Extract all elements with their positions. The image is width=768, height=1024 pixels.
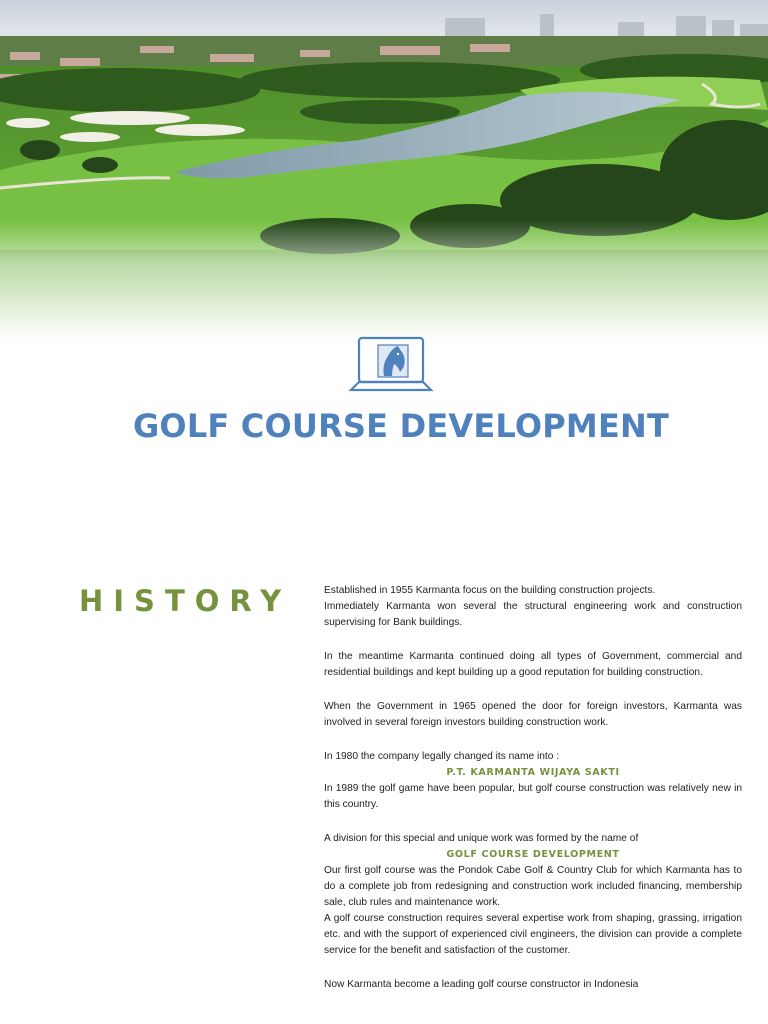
division-name-highlight: GOLF COURSE DEVELOPMENT	[446, 849, 620, 860]
history-paragraph-8: A golf course construction requires several expertise work from shaping, grassing, irrigation etc. and with the support of experienced civil engineers, the division can provide a complete service for the benefit and satisfaction of the customer.	[324, 913, 742, 956]
history-paragraph-4: In 1980 the company legally changed its name into :	[324, 751, 560, 762]
history-paragraph-1b: Immediately Karmanta won several the structural engineering work and construction supervising for Bank buildings.	[324, 601, 742, 628]
history-heading: HISTORY	[79, 584, 292, 618]
history-paragraph-6: A division for this special and unique work was formed by the name of	[324, 833, 639, 844]
history-text	[324, 583, 742, 993]
company-logo	[348, 336, 434, 394]
golf-course-aerial-illustration	[0, 0, 768, 340]
page-title: GOLF COURSE DEVELOPMENT	[132, 407, 670, 445]
history-paragraph-7: Our first golf course was the Pondok Cabe Golf & Country Club for which Karmanta has to do a complete job from redesigning and construction work included financing, membership sale, club rules and maintenance work.	[324, 865, 742, 908]
hero-golf-course-photo	[0, 0, 768, 340]
history-paragraph-9: Now Karmanta become a leading golf course constructor in Indonesia	[324, 979, 639, 990]
company-name-highlight: P.T. KARMANTA WIJAYA SAKTI	[446, 767, 620, 778]
horse-head-logo-icon	[348, 336, 434, 394]
history-paragraph-5: In 1989 the golf game have been popular, but golf course construction was relatively new in this country.	[324, 783, 742, 810]
history-paragraph-1a: Established in 1955 Karmanta focus on the building construction projects.	[324, 585, 656, 596]
history-paragraph-3: When the Government in 1965 opened the door for foreign investors, Karmanta was involved in several foreign investors building construction work.	[324, 701, 742, 728]
history-paragraph-2: In the meantime Karmanta continued doing all types of Government, commercial and residential buildings and kept building up a good reputation for building construction.	[324, 651, 742, 678]
